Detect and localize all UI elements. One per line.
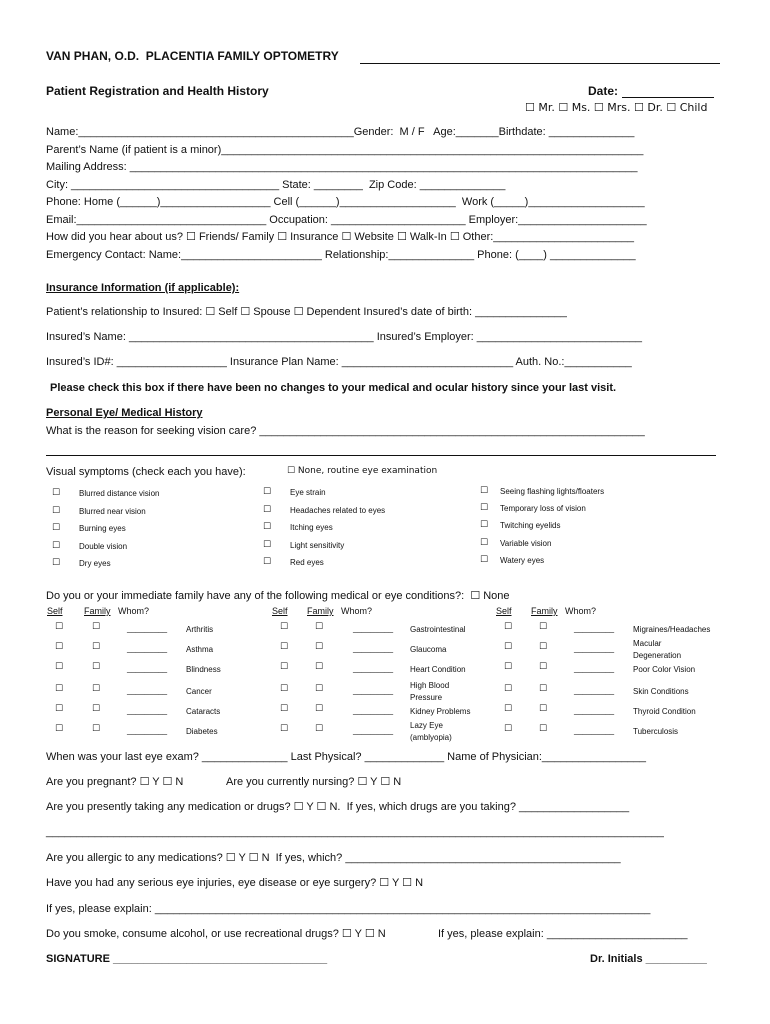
- condition-label: Glaucoma: [410, 645, 447, 654]
- symptom-checkbox[interactable]: ☐: [480, 503, 489, 513]
- whom-field[interactable]: _________: [127, 706, 168, 715]
- symptom-checkbox[interactable]: ☐: [480, 520, 489, 530]
- symptom-label: Watery eyes: [500, 556, 545, 565]
- whom-column-header: Whom?: [341, 606, 373, 616]
- reason-for-visit-field[interactable]: What is the reason for seeking vision care? _______________________________________________________________: [46, 425, 645, 437]
- whom-field[interactable]: _________: [574, 624, 615, 633]
- condition-label: Cancer: [186, 687, 212, 696]
- no-symptoms-option[interactable]: ☐ None, routine eye examination: [287, 466, 438, 476]
- insured-name-field[interactable]: Insured’s Name: ________________________________________ Insured’s Employer: ___________________________: [46, 331, 642, 343]
- family-column-header: Family: [531, 606, 558, 616]
- date-label: Date:: [588, 84, 619, 98]
- condition-label: Arthritis: [186, 625, 214, 634]
- header-rule: [360, 63, 720, 64]
- symptom-label: Burning eyes: [79, 524, 126, 533]
- insured-relationship-field[interactable]: Patient’s relationship to Insured: ☐ Self ☐ Spouse ☐ Dependent Insured’s date of birth: _______________: [46, 306, 567, 318]
- symptom-label: Temporary loss of vision: [500, 504, 586, 513]
- medication-continuation-line[interactable]: _____________________________________________________________________________________________________: [46, 826, 664, 838]
- family-checkbox[interactable]: ☐: [315, 662, 324, 672]
- condition-label: Skin Conditions: [633, 687, 689, 696]
- allergy-question[interactable]: Are you allergic to any medications? ☐ Y ☐ N If yes, which? _____________________________________________: [46, 852, 621, 864]
- parent-name-field[interactable]: Parent’s Name (if patient is a minor)_____________________________________________________________________: [46, 144, 644, 156]
- symptom-checkbox[interactable]: ☐: [480, 538, 489, 548]
- symptom-checkbox[interactable]: ☐: [263, 505, 272, 515]
- condition-label: Poor Color Vision: [633, 665, 696, 674]
- medication-question[interactable]: Are you presently taking any medication or drugs? ☐ Y ☐ N. If yes, which drugs are you taking? __________________: [46, 801, 630, 813]
- family-checkbox[interactable]: ☐: [92, 642, 101, 652]
- whom-field[interactable]: _________: [127, 624, 168, 633]
- whom-field[interactable]: _________: [353, 726, 394, 735]
- whom-field[interactable]: _________: [574, 686, 615, 695]
- self-column-header: Self: [47, 606, 63, 616]
- eye-injury-question[interactable]: Have you had any serious eye injuries, eye disease or eye surgery? ☐ Y ☐ N: [46, 877, 424, 889]
- whom-field[interactable]: _________: [353, 624, 394, 633]
- self-checkbox[interactable]: ☐: [55, 684, 64, 694]
- whom-field[interactable]: _________: [353, 644, 394, 653]
- self-checkbox[interactable]: ☐: [280, 622, 289, 632]
- visual-symptoms-label: Visual symptoms (check each you have):: [46, 466, 246, 478]
- condition-label: Gastrointestinal: [410, 625, 466, 634]
- symptom-label: Eye strain: [290, 488, 326, 497]
- family-checkbox[interactable]: ☐: [315, 622, 324, 632]
- whom-column-header: Whom?: [565, 606, 597, 616]
- symptom-label: Dry eyes: [79, 559, 111, 568]
- family-checkbox[interactable]: ☐: [92, 684, 101, 694]
- self-checkbox[interactable]: ☐: [280, 662, 289, 672]
- symptom-checkbox[interactable]: ☐: [52, 558, 61, 568]
- smoking-explain-field[interactable]: If yes, please explain: _______________________: [438, 928, 688, 940]
- family-checkbox[interactable]: ☐: [539, 684, 548, 694]
- condition-label: High Blood Pressure: [410, 681, 450, 702]
- symptom-label: Double vision: [79, 542, 128, 551]
- family-checkbox[interactable]: ☐: [315, 724, 324, 734]
- whom-field[interactable]: _________: [574, 664, 615, 673]
- insured-id-field[interactable]: Insured’s ID#: __________________ Insurance Plan Name: ____________________________ Auth. No.:___________: [46, 356, 632, 368]
- family-checkbox[interactable]: ☐: [315, 704, 324, 714]
- symptom-label: Red eyes: [290, 558, 324, 567]
- symptom-checkbox[interactable]: ☐: [263, 557, 272, 567]
- self-checkbox[interactable]: ☐: [504, 724, 513, 734]
- self-checkbox[interactable]: ☐: [55, 622, 64, 632]
- family-checkbox[interactable]: ☐: [315, 684, 324, 694]
- family-checkbox[interactable]: ☐: [539, 724, 548, 734]
- symptom-label: Seeing flashing lights/floaters: [500, 487, 605, 496]
- self-checkbox[interactable]: ☐: [55, 704, 64, 714]
- self-checkbox[interactable]: ☐: [504, 642, 513, 652]
- family-checkbox[interactable]: ☐: [539, 662, 548, 672]
- name-field[interactable]: Name:_____________________________________________Gender: M / F Age:_______Birthdate: ______________: [46, 126, 635, 138]
- condition-label: Heart Condition: [410, 665, 466, 674]
- condition-label: Thyroid Condition: [633, 707, 696, 716]
- date-field[interactable]: [622, 97, 714, 98]
- family-checkbox[interactable]: ☐: [92, 704, 101, 714]
- symptom-label: Itching eyes: [290, 523, 333, 532]
- city-state-zip-field[interactable]: City: __________________________________ State: ________ Zip Code: ______________: [46, 179, 506, 191]
- whom-field[interactable]: _________: [353, 664, 394, 673]
- self-checkbox[interactable]: ☐: [280, 684, 289, 694]
- condition-label: Tuberculosis: [633, 727, 679, 736]
- self-checkbox[interactable]: ☐: [504, 662, 513, 672]
- pregnant-question[interactable]: Are you pregnant? ☐ Y ☐ N: [46, 776, 184, 788]
- condition-label: Kidney Problems: [410, 707, 471, 716]
- signature-field[interactable]: SIGNATURE ___________________________________: [46, 953, 328, 965]
- whom-column-header: Whom?: [118, 606, 150, 616]
- family-checkbox[interactable]: ☐: [539, 642, 548, 652]
- symptom-checkbox[interactable]: ☐: [52, 488, 61, 498]
- conditions-question: Do you or your immediate family have any of the following medical or eye conditions?: ☐ None: [46, 590, 510, 602]
- family-checkbox[interactable]: ☐: [92, 622, 101, 632]
- no-change-notice: Please check this box if there have been no changes to your medical and ocular history since your last visit.: [50, 382, 617, 394]
- symptom-checkbox[interactable]: ☐: [263, 487, 272, 497]
- self-checkbox[interactable]: ☐: [504, 684, 513, 694]
- self-column-header: Self: [496, 606, 512, 616]
- condition-label: Cataracts: [186, 707, 221, 716]
- whom-field[interactable]: _________: [574, 644, 615, 653]
- symptom-label: Blurred distance vision: [79, 489, 160, 498]
- whom-field[interactable]: _________: [574, 706, 615, 715]
- symptom-checkbox[interactable]: ☐: [263, 522, 272, 532]
- doctor-initials-field[interactable]: Dr. Initials __________: [590, 953, 707, 965]
- symptom-label: Blurred near vision: [79, 507, 146, 516]
- phone-field[interactable]: Phone: Home (______)__________________ Cell (______)___________________ Work (_____)___________________: [46, 196, 645, 208]
- eye-history-heading: Personal Eye/ Medical History: [46, 407, 203, 419]
- whom-field[interactable]: _________: [353, 686, 394, 695]
- reason-continuation-line[interactable]: [46, 455, 716, 456]
- family-checkbox[interactable]: ☐: [315, 642, 324, 652]
- mailing-address-field[interactable]: Mailing Address: ___________________________________________________________________________________: [46, 161, 638, 173]
- whom-field[interactable]: _________: [127, 686, 168, 695]
- whom-field[interactable]: _________: [127, 664, 168, 673]
- family-checkbox[interactable]: ☐: [539, 622, 548, 632]
- self-checkbox[interactable]: ☐: [504, 622, 513, 632]
- self-checkbox[interactable]: ☐: [504, 704, 513, 714]
- condition-label: Migraines/Headaches: [633, 625, 711, 634]
- symptom-label: Light sensitivity: [290, 541, 345, 550]
- self-checkbox[interactable]: ☐: [55, 642, 64, 652]
- insurance-heading: Insurance Information (if applicable):: [46, 282, 240, 294]
- condition-label: Macular Degeneration: [633, 639, 682, 660]
- symptom-checkbox[interactable]: ☐: [480, 555, 489, 565]
- family-column-header: Family: [307, 606, 334, 616]
- symptom-checkbox[interactable]: ☐: [480, 486, 489, 496]
- referral-source-checkboxes[interactable]: How did you hear about us? ☐ Friends/ Family ☐ Insurance ☐ Website ☐ Walk-In ☐ Other:_______________________: [46, 231, 635, 243]
- symptom-checkbox[interactable]: ☐: [52, 523, 61, 533]
- self-checkbox[interactable]: ☐: [280, 704, 289, 714]
- condition-label: Blindness: [186, 665, 221, 674]
- emergency-contact-field[interactable]: Emergency Contact: Name:_______________________ Relationship:______________ Phone: (____) ______________: [46, 249, 636, 261]
- whom-field[interactable]: _________: [127, 644, 168, 653]
- condition-label: Diabetes: [186, 727, 218, 736]
- injury-explain-field[interactable]: If yes, please explain: _________________________________________________________________________________: [46, 903, 651, 915]
- symptom-label: Variable vision: [500, 539, 552, 548]
- family-checkbox[interactable]: ☐: [92, 662, 101, 672]
- self-checkbox[interactable]: ☐: [55, 662, 64, 672]
- condition-label: Lazy Eye (amblyopia): [410, 721, 452, 742]
- self-checkbox[interactable]: ☐: [55, 724, 64, 734]
- form-title: Patient Registration and Health History: [46, 84, 269, 98]
- whom-field[interactable]: _________: [127, 726, 168, 735]
- symptom-checkbox[interactable]: ☐: [52, 506, 61, 516]
- email-occupation-field[interactable]: Email:_______________________________ Occupation: ______________________ Employer:_____________________: [46, 214, 647, 226]
- symptom-label: Twitching eyelids: [500, 521, 561, 530]
- nursing-question[interactable]: Are you currently nursing? ☐ Y ☐ N: [226, 776, 402, 788]
- smoking-question[interactable]: Do you smoke, consume alcohol, or use recreational drugs? ☐ Y ☐ N: [46, 928, 386, 940]
- last-exam-field[interactable]: When was your last eye exam? ______________ Last Physical? _____________ Name of Physician:_________________: [46, 751, 646, 763]
- salutation-checkboxes[interactable]: ☐ Mr. ☐ Ms. ☐ Mrs. ☐ Dr. ☐ Child: [525, 101, 708, 114]
- symptom-checkbox[interactable]: ☐: [263, 540, 272, 550]
- symptom-checkbox[interactable]: ☐: [52, 541, 61, 551]
- family-column-header: Family: [84, 606, 111, 616]
- symptom-label: Headaches related to eyes: [290, 506, 386, 515]
- whom-field[interactable]: _________: [574, 726, 615, 735]
- self-column-header: Self: [272, 606, 288, 616]
- whom-field[interactable]: _________: [353, 706, 394, 715]
- practice-name: VAN PHAN, O.D. PLACENTIA FAMILY OPTOMETRY: [46, 49, 339, 63]
- family-checkbox[interactable]: ☐: [539, 704, 548, 714]
- condition-label: Asthma: [186, 645, 214, 654]
- self-checkbox[interactable]: ☐: [280, 642, 289, 652]
- family-checkbox[interactable]: ☐: [92, 724, 101, 734]
- self-checkbox[interactable]: ☐: [280, 724, 289, 734]
